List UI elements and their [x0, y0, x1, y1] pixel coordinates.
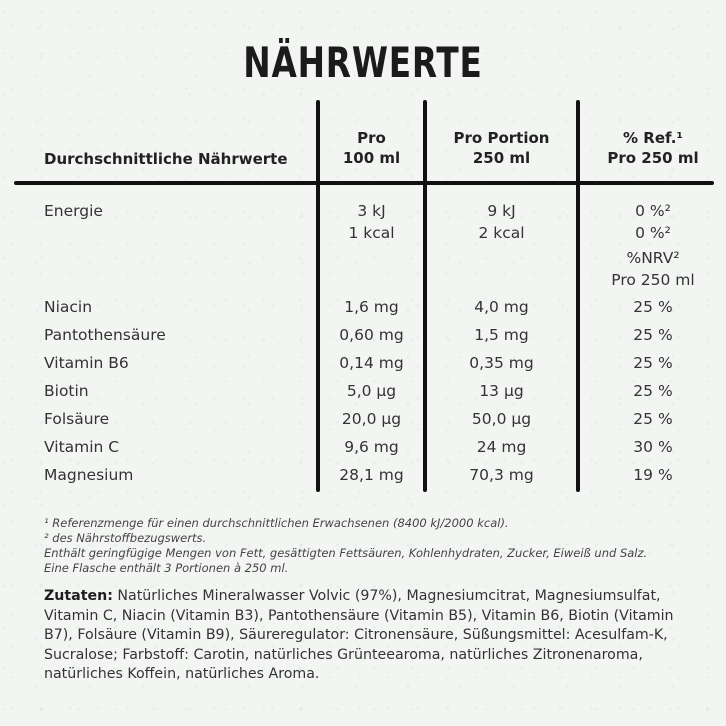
header-label: Durchschnittliche Nährwerte: [44, 150, 288, 168]
row-pct: 25 %: [633, 326, 673, 344]
header-reference: [580, 128, 726, 168]
footnote-1: ¹ Referenzmenge für einen durchschnittlichen Erwachsenen (8400 kJ/2000 kcal).: [44, 516, 509, 530]
row-label: Folsäure: [44, 410, 110, 428]
row-portion: 4,0 mg: [474, 298, 529, 316]
row-portion: 70,3 mg: [469, 466, 534, 484]
row-label: Pantothensäure: [44, 326, 166, 344]
row-per100: 0,60 mg: [339, 326, 404, 344]
energy-portion-kcal: 2 kcal: [478, 224, 525, 242]
row-label: Biotin: [44, 382, 89, 400]
row-label: Vitamin C: [44, 438, 120, 456]
nrv-header-line1: %NRV²: [626, 249, 680, 267]
energy-reference: [580, 200, 726, 244]
header-divider: [14, 181, 714, 185]
row-portion: 24 mg: [476, 438, 527, 456]
row-per100: 28,1 mg: [339, 466, 404, 484]
row-per100: 1,6 mg: [344, 298, 399, 316]
energy-ref-kj: 0 %²: [635, 202, 671, 220]
nrv-header: [580, 247, 726, 291]
energy-portion: [427, 200, 576, 244]
nrv-header-line2: Pro 250 ml: [611, 271, 695, 289]
row-label: Vitamin B6: [44, 354, 129, 372]
ingredients-text: Natürliches Mineralwasser Volvic (97%), Magnesiumcitrat, Magnesiumsulfat, Vitamin C, Niacin (Vitamin B3), Pantothensäure (Vitamin B5), Vitamin B6, Biotin (Vitamin B7), Folsäure (Vitamin B9), Säureregulator: Citronensäure, Süßungsmittel: Acesulfam-K, Sucralose; Farbstoff: Carotin, natürliches Grünteearoma, natürliches Zitronenaroma, natürliches Koffein, natürliches Aroma.: [44, 588, 674, 683]
footnote-4: Eine Flasche enthält 3 Portionen à 250 ml.: [44, 561, 289, 575]
row-per100: 5,0 µg: [346, 382, 397, 400]
row-pct: 30 %: [633, 438, 673, 456]
header-per-100ml-line1: Pro: [357, 129, 386, 147]
row-per100: 9,6 mg: [344, 438, 399, 456]
energy-ref-kcal: 0 %²: [635, 224, 671, 242]
page-title: NÄHRWERTE: [243, 38, 483, 87]
row-portion: 1,5 mg: [474, 326, 529, 344]
row-label: Magnesium: [44, 466, 134, 484]
footnote-2: ² des Nährstoffbezugswerts.: [44, 531, 207, 545]
header-per-portion: [427, 128, 576, 168]
header-reference-line2: Pro 250 ml: [607, 149, 699, 167]
row-pct: 25 %: [633, 298, 673, 316]
row-portion: 13 µg: [479, 382, 524, 400]
row-portion: 50,0 µg: [471, 410, 532, 428]
row-pct: 25 %: [633, 410, 673, 428]
row-per100: 0,14 mg: [339, 354, 404, 372]
footnote-3: Enthält geringfügige Mengen von Fett, gesättigten Fettsäuren, Kohlenhydraten, Zucker, Eiweiß und Salz.: [44, 546, 648, 560]
header-per-100ml: [320, 128, 423, 168]
header-reference-line1: % Ref.¹: [623, 129, 683, 147]
row-pct: 19 %: [633, 466, 673, 484]
header-per-portion-line1: Pro Portion: [453, 129, 550, 147]
energy-label: Energie: [44, 202, 103, 220]
header-per-100ml-line2: 100 ml: [342, 149, 401, 167]
row-portion: 0,35 mg: [469, 354, 534, 372]
energy-per100: [320, 200, 423, 244]
row-per100: 20,0 µg: [341, 410, 402, 428]
energy-per100-kj: 3 kJ: [357, 202, 386, 220]
energy-per100-kcal: 1 kcal: [348, 224, 395, 242]
row-pct: 25 %: [633, 354, 673, 372]
header-per-portion-line2: 250 ml: [472, 149, 531, 167]
row-pct: 25 %: [633, 382, 673, 400]
row-label: Niacin: [44, 298, 93, 316]
ingredients: [44, 587, 704, 685]
ingredients-label: Zutaten:: [44, 588, 113, 604]
energy-portion-kj: 9 kJ: [487, 202, 516, 220]
